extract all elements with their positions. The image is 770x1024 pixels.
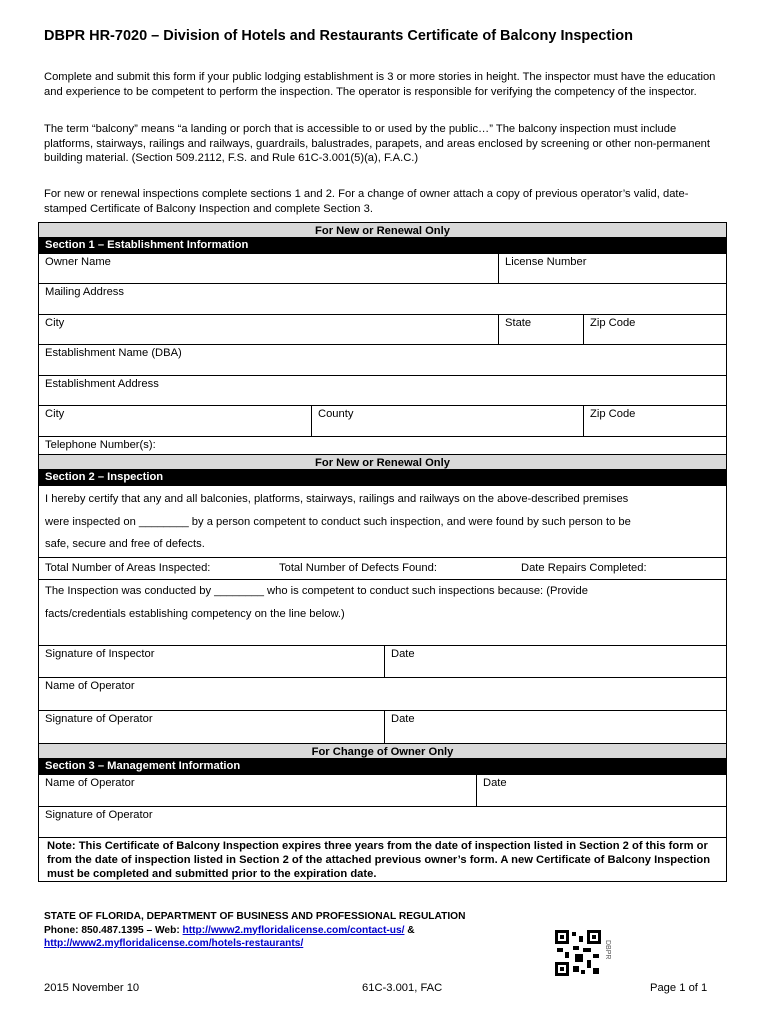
certification-statement xyxy=(39,486,726,558)
department-name: STATE OF FLORIDA, DEPARTMENT OF BUSINESS AND PROFESSIONAL REGULATION xyxy=(44,911,466,922)
department-contact xyxy=(44,910,465,951)
mailing-address-field[interactable] xyxy=(39,284,726,314)
operator-name-field[interactable] xyxy=(39,678,726,710)
inspector-date-label: Date xyxy=(391,648,415,660)
mailing-address-label: Mailing Address xyxy=(45,286,124,298)
operator-signature-label: Signature of Operator xyxy=(45,713,153,725)
telephone-field[interactable] xyxy=(39,437,726,454)
contact-link[interactable]: http://www2.myfloridalicense.com/contact-us/ xyxy=(182,924,405,936)
barcode-label: DBPR xyxy=(604,940,611,960)
conducted-line-1: The Inspection was conducted by ________ who is competent to conduct such inspections because: (Provide xyxy=(45,585,588,597)
footer-rule: 61C-3.001, FAC xyxy=(362,982,443,994)
cert-line-3: safe, secure and free of defects. xyxy=(45,538,205,550)
inspector-date-field[interactable] xyxy=(384,646,726,677)
section-2-heading: Section 2 – Inspection xyxy=(39,470,726,486)
owner-name-field[interactable] xyxy=(39,254,498,283)
certificate-form xyxy=(38,222,727,882)
establishment-address-label: Establishment Address xyxy=(45,378,159,390)
intro-paragraph-2: The term “balcony” means “a landing or porch that is accessible to or used by the public…” The balcony inspection must include platforms, stairways, railings and railways, guardrails, balustrades, parapets, and areas enclosed by screening or other non-permanent building material. (Section 509.2112, F.S. and Rule 61C-3.001(5)(a), F.A.C.) xyxy=(44,123,711,165)
cert-line-1: I hereby certify that any and all balconies, platforms, stairways, railings and railways on the above-described premises xyxy=(45,493,629,505)
inspection-conducted-statement xyxy=(39,580,726,646)
establishment-city-field[interactable] xyxy=(39,406,311,436)
license-number-label: License Number xyxy=(505,256,587,268)
license-number-field[interactable] xyxy=(498,254,726,283)
establishment-address-field[interactable] xyxy=(39,376,726,405)
county-label: County xyxy=(318,408,354,420)
hotels-restaurants-link[interactable]: http://www2.myfloridalicense.com/hotels-restaurants/ xyxy=(44,938,304,949)
s3-operator-signature-field[interactable] xyxy=(39,807,726,837)
qr-code-icon xyxy=(555,930,601,976)
owner-name-label: Owner Name xyxy=(45,256,111,268)
county-field[interactable] xyxy=(311,406,583,436)
establishment-name-field[interactable] xyxy=(39,345,726,375)
conducted-line-2: facts/credentials establishing competency on the line below.) xyxy=(45,607,345,620)
banner-change-owner: For Change of Owner Only xyxy=(39,743,726,759)
establishment-zip-field[interactable] xyxy=(583,406,726,436)
cert-line-2: were inspected on ________ by a person competent to conduct such inspection, and were found by such person to be xyxy=(45,515,631,528)
banner-new-renewal: For New or Renewal Only xyxy=(39,222,726,238)
intro-paragraph-3: For new or renewal inspections complete sections 1 and 2. For a change of owner attach a copy of previous operator’s valid, date-stamped Certificate of Balcony Inspection and complete Section 3. xyxy=(44,188,689,215)
inspector-signature-field[interactable] xyxy=(39,646,384,677)
expiration-note: Note: This Certificate of Balcony Inspection expires three years from the date of inspection listed in Section 2 of this form or from the date of inspection listed in Section 2 of the attached previous owner’s form. A new Certificate of Balcony Inspection must be completed and submitted prior to the expiration date. xyxy=(39,838,726,882)
inspector-signature-label: Signature of Inspector xyxy=(45,648,155,660)
amp: & xyxy=(404,924,415,936)
date-repairs-field[interactable]: Date Repairs Completed: xyxy=(521,562,647,574)
s3-date-label: Date xyxy=(483,777,507,789)
footer-page: Page 1 of 1 xyxy=(650,982,708,994)
form-title: DBPR HR-7020 – Division of Hotels and Restaurants Certificate of Balcony Inspection xyxy=(44,28,633,44)
zip-code-field[interactable] xyxy=(583,315,726,344)
intro-paragraph-1: Complete and submit this form if your public lodging establishment is 3 or more stories in height. The inspector must have the education and experience to be competent to perform the inspection. The operator is responsible for verifying the competency of the inspector. xyxy=(44,71,716,98)
operator-date-field[interactable] xyxy=(384,711,726,743)
state-field[interactable] xyxy=(498,315,583,344)
s3-operator-name-field[interactable] xyxy=(39,775,476,806)
establishment-zip-label: Zip Code xyxy=(590,408,636,420)
total-areas-field[interactable]: Total Number of Areas Inspected: xyxy=(45,562,211,574)
establishment-city-label: City xyxy=(45,408,65,420)
city-label: City xyxy=(45,317,65,329)
state-label: State xyxy=(505,317,532,329)
footer-date: 2015 November 10 xyxy=(44,982,140,994)
operator-signature-field[interactable] xyxy=(39,711,384,743)
total-defects-field[interactable]: Total Number of Defects Found: xyxy=(279,562,437,574)
telephone-label: Telephone Number(s): xyxy=(45,439,156,451)
operator-name-label: Name of Operator xyxy=(45,680,135,692)
banner-new-renewal-2: For New or Renewal Only xyxy=(39,454,726,470)
phone-label: Phone: 850.487.1395 – Web: xyxy=(44,924,183,936)
s3-operator-signature-label: Signature of Operator xyxy=(45,809,153,821)
s3-date-field[interactable] xyxy=(476,775,726,806)
s3-operator-name-label: Name of Operator xyxy=(45,777,135,789)
city-field[interactable] xyxy=(39,315,498,344)
establishment-name-label: Establishment Name (DBA) xyxy=(45,347,182,359)
section-3-heading: Section 3 – Management Information xyxy=(39,759,726,775)
operator-date-label: Date xyxy=(391,713,415,725)
section-1-heading: Section 1 – Establishment Information xyxy=(39,238,726,254)
zip-code-label: Zip Code xyxy=(590,317,636,329)
